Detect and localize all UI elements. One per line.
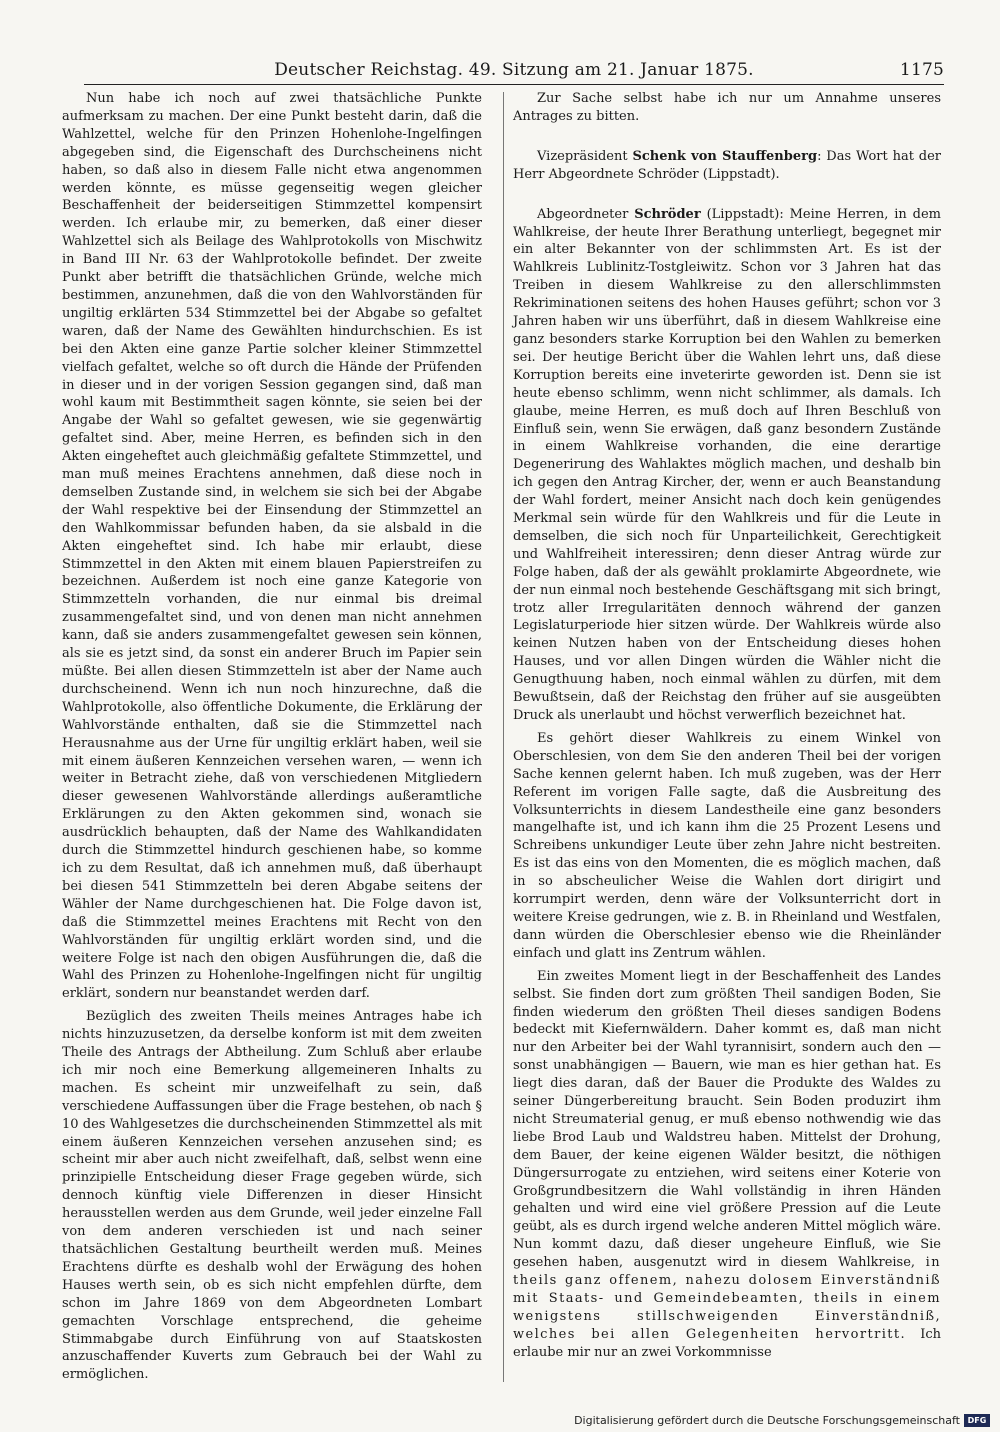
footer (574, 1410, 990, 1430)
speaker-name: Schenk von Stauffenberg (632, 148, 818, 164)
speaker-paragraph (513, 148, 941, 184)
page-title: Deutscher Reichstag. 49. Sitzung am 21. Januar 1875. (274, 60, 754, 80)
left-column (62, 90, 482, 1384)
paragraph: Es gehört dieser Wahlkreis zu einem Winkel von Oberschlesien, von dem Sie den anderen Theil bei der vorigen Sache kennen gelernt haben. Ich muß zugeben, was der Herr Referent im vorigen Falle sagte, daß die Ausbreitung des Volksunterrichts in diesem Landestheile eine ganz besonders mangelhafte ist, und ich kann ihm die 25 Prozent Lesens und Schreibens unkundiger Leute über zehn Jahre nicht bestreiten. Es ist das eins von den Momenten, die es möglich machen, daß in so abscheulicher Weise die Wahlen dort dirigirt und korrumpirt werden, denn wäre der Volksunterricht dort in weitere Kreise gedrungen, wie z. B. in Rheinland und Westfalen, dann würden die Oberschlesier ebenso wie die Rheinländer einfach und glatt ins Zentrum wählen. (513, 730, 941, 961)
spaced-emphasis: in theils ganz offenem, nahezu dolosem Einverständniß mit Staats- und Gemeindebeamten, theils in einem wenigstens stillschweigenden Einverständniß, welches bei allen Gelegenheiten hervortritt. (513, 1255, 941, 1342)
page-header (84, 60, 944, 84)
speaker-role: Abgeordneter (537, 206, 629, 222)
dfg-logo: DFG (964, 1414, 990, 1427)
paragraph (513, 968, 941, 1362)
paragraph: Bezüglich des zweiten Theils meines Antrages habe ich nichts hinzuzusetzen, da derselbe konform ist mit dem zweiten Theile des Antrags der Abtheilung. Zum Schluß aber erlaube ich mir noch eine Bemerkung allgemeineren Inhalts zu machen. Es scheint mir unzweifelhaft zu sein, daß verschiedene Auffassungen über die Frage bestehen, ob nach § 10 des Wahlgesetzes die durchscheinenden Stimmzettel als mit einem äußeren Kennzeichen versehen anzusehen sind; es scheint mir aber auch nicht zweifelhaft, daß, selbst wenn eine prinzipielle Entscheidung dieser Frage gegeben würde, sich dennoch künftig viele Differenzen in dieser Hinsicht herausstellen werden aus dem Grunde, weil jeder einzelne Fall von dem anderen verschieden ist und nach seiner thatsächlichen Gestaltung beurtheilt werden muß. Meines Erachtens dürfte es deshalb wohl der Erwägung des hohen Hauses werth sein, ob es sich nicht empfehlen dürfte, dem schon im Jahre 1869 von dem Abgeordneten Lombart gemachten Vorschlage entsprechend, die geheime Stimmabgabe durch Einführung von auf Staatskosten anzuschaffender Kuverts zum Gebrauch bei der Wahl zu ermöglichen. (62, 1009, 482, 1383)
column-divider (503, 92, 504, 1382)
paragraph-text: (Lippstadt): Meine Herren, in dem Wahlkreise, der heute Ihrer Berathung unterliegt, begegnet mir ein alter Bekannter von der schlimmsten Art. Es ist der Wahlkreis Lublinitz-Tostgleiwitz. Schon vor 3 Jahren hat das Treiben in diesem Wahlkreise zu den allerschlimmsten Rekriminationen seitens des hohen Hauses geführt; schon vor 3 Jahren haben wir uns überführt, daß in diesem Wahlkreise eine ganz besonders starke Korruption bei den Wahlen zu bemerken sei. Der heutige Bericht über die Wahlen lehrt uns, daß diese Korruption bereits eine inveterirte geworden ist. Denn sie ist heute ebenso schlimm, wenn nicht schlimmer, als damals. Ich glaube, meine Herren, es muß doch auf Ihren Beschluß von Einfluß sein, wenn Sie erwägen, daß ganz besondern Zustände in einem Wahlkreise vorhanden, die eine derartige Degenerirung des Wahlaktes möglich machen, und deshalb bin ich gegen den Antrag Kircher, der, wenn er auch Beanstandung der Wahl fordert, meiner Ansicht nach doch kein genügendes Merkmal sein würde für den Wahlkreis und für die Leute in demselben, die sich noch für Unparteilichkeit, Gerechtigkeit und Wahlfreiheit interessiren; denn dieser Antrag würde zur Folge haben, daß der als gewählt proklamirte Abgeordnete, wie der nun einmal noch bestehende Geschäftsgang mit sich bringt, trotz aller Irregularitäten dennoch während der ganzen Legislaturperiode hier sitzen würde. Der Wahlkreis würde also keinen Nutzen haben von der Entscheidung dieses hohen Hauses, und vor allen Dingen würden die Wähler nicht die Genugthuung haben, noch einmal wählen zu dürfen, mit dem Bewußtsein, daß der Reichstag den früher auf sie ausgeübten Druck als unerlaubt und höchst verwerflich bezeichnet hat. (513, 206, 941, 723)
paragraph: Zur Sache selbst habe ich nur um Annahme unseres Antrages zu bitten. (513, 91, 941, 124)
speaker-name: Schröder (634, 206, 701, 222)
page-number: 1175 (899, 60, 944, 80)
header-rule (84, 84, 944, 85)
paragraph-text: Ein zweites Moment liegt in der Beschaffenheit des Landes selbst. Sie finden dort zum größten Theil sandigen Boden, Sie finden wiederum den größten Theil dieses sandigen Bodens bedeckt mit Kiefernwäldern. Daher kommt es, daß man nicht nur den Arbeiter bei der Wahl tyrannisirt, sondern auch den — sonst unabhängigen — Bauern, wie man es hier gethan hat. Es liegt dies daran, daß der Bauer die Produkte des Waldes zu seiner Düngerbereitung braucht. Sein Boden produzirt ihm nicht Streumaterial genug, er muß ebenso nothwendig wie das liebe Brod Laub und Waldstreu haben. Mittelst der Drohung, dem Bauer, der keine eigenen Wälder besitzt, die nöthigen Düngersurrogate zu entziehen, wird seitens einer Koterie von Großgrundbesitzern die Wahl vollständig in ihren Händen gehalten und wird eine viel größere Pression auf die Leute geübt, als es durch irgend welche anderen Mittel möglich wäre. Nun kommt dazu, daß dieser ungeheure Einfluß, wie Sie gesehen haben, ausgenutzt wird in diesem Wahlkreise, (513, 968, 941, 1271)
paragraph-text: : Das Wort hat der Herr Abgeordnete Schröder (Lippstadt). (513, 148, 941, 182)
footer-credit: Digitalisierung gefördert durch die Deutsche Forschungsgemeinschaft (574, 1413, 960, 1427)
right-column (513, 90, 941, 1362)
speaker-paragraph (513, 206, 941, 725)
paragraph: Nun habe ich noch auf zwei thatsächliche Punkte aufmerksam zu machen. Der eine Punkt besteht darin, daß die Wahlzettel, welche für den Prinzen Hohenlohe-Ingelfingen abgegeben sind, die Eigenschaft des Durchscheinens nicht haben, so daß also in diesem Falle nicht etwa angenommen werden könnte, es müsse gegenseitig wegen gleicher Beschaffenheit der beiderseitigen Stimmzettel kompensirt werden. Ich erlaube mir, zu bemerken, daß einer dieser Wahlzettel sich als Beilage des Wahlprotokolls von Mischwitz in Band III Nr. 63 der Wahlprotokolle befindet. Der zweite Punkt aber betrifft die thatsächlichen Gründe, welche mich bestimmen, anzunehmen, daß die von den Wahlvorständen für ungiltig erklärten 534 Stimmzettel bei der Abgabe so gefaltet waren, daß der Name des Gewählten hindurchschien. Es ist bei den Akten eine ganze Partie solcher kleiner Stimmzettel vielfach gefaltet, welche so oft durch die Hände der Prüfenden in dieser und in der vorigen Session gegangen sind, daß man wohl kaum mit Bestimmtheit sagen könnte, sie seien bei der Angabe der Wahl so gefaltet gewesen, wie sie gegenwärtig gefaltet sind. Aber, meine Herren, es befinden sich in den Akten eingeheftet auch gleichmäßig gefaltete Stimmzettel, und man muß meines Erachtens annehmen, daß diese noch in demselben Zustande sind, in welchem sie sich bei der Abgabe der Wahl respektive bei der Einsendung der Stimmzettel an den Wahlkommissar befunden haben, da sie alsbald in die Akten eingeheftet sind. Ich habe mir erlaubt, diese Stimmzettel in den Akten mit einem blauen Papierstreifen zu bezeichnen. Außerdem ist noch eine ganze Kategorie von Stimmzetteln vorhanden, die nur einmal bis dreimal zusammengefaltet sind, und von denen man nicht annehmen kann, daß sie anders zusammengefaltet gewesen sein können, als sie es jetzt sind, da sonst ein anderer Bruch im Papier sein müßte. Bei allen diesen Stimmzetteln ist aber der Name auch durchscheinend. Wenn ich nun noch hinzurechne, daß die Wahlprotokolle, also öffentliche Dokumente, die Erklärung der Wahlvorstände enthalten, daß sie die Stimmzettel nach Herausnahme aus der Urne für ungiltig erklärt haben, weil sie mit einem äußeren Kennzeichen versehen waren, — wenn ich weiter in Betracht ziehe, daß von verschiedenen Mitgliedern dieser gewesenen Wahlvorstände allerdings außeramtliche Erklärungen zu den Akten gekommen sind, wonach sie ausdrücklich behaupten, daß der Name des Wahlkandidaten durch die Stimmzettel hindurch geschienen habe, so komme ich zu dem Resultat, daß ich annehmen muß, daß überhaupt bei diesen 541 Stimmzetteln bei deren Abgabe seitens der Wähler der Name durchgeschienen hat. Die Folge davon ist, daß die Stimmzettel meines Erachtens mit Recht von den Wahlvorständen für ungiltig erklärt worden sind, und die weitere Folge ist nach den obigen Ausführungen die, daß die Wahl des Prinzen zu Hohenlohe-Ingelfingen nicht für ungiltig erklärt, sondern nur beanstandet werden darf. (62, 91, 482, 1002)
speaker-role: Vizepräsident (537, 148, 628, 164)
paragraph-text: Ich erlaube mir nur an zwei Vorkommnisse (513, 1326, 941, 1360)
